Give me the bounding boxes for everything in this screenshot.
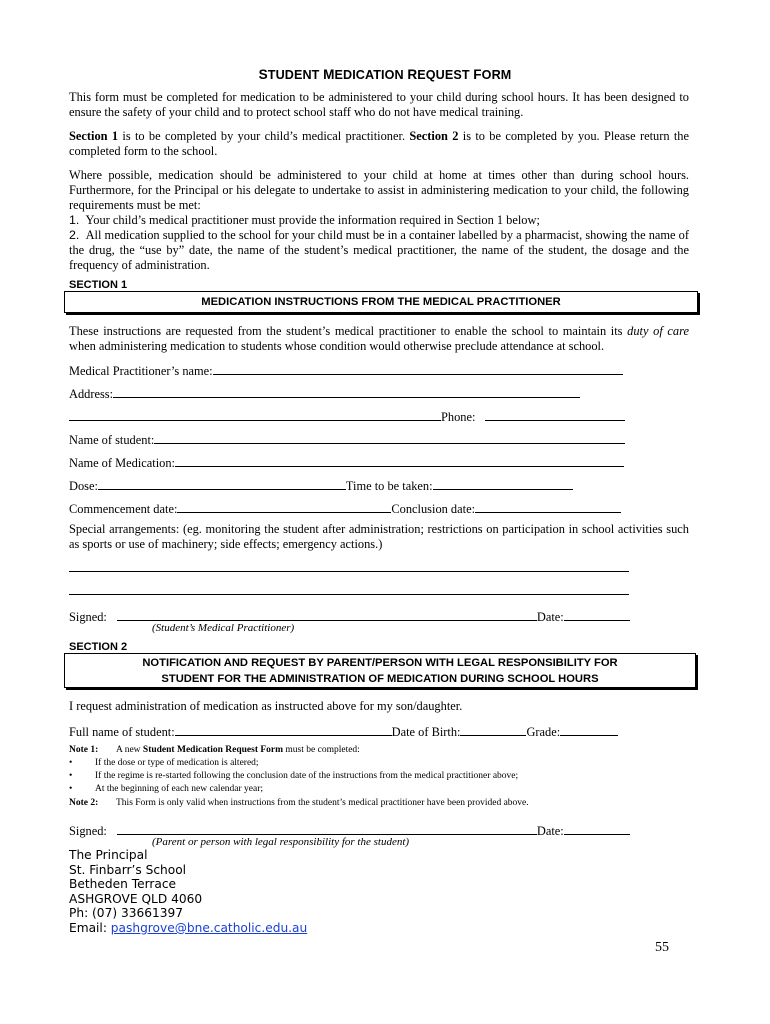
conclusion-date-line[interactable] (475, 499, 621, 513)
student-name-line[interactable] (154, 430, 625, 444)
practitioner-signature-row[interactable]: Signed: Date: (69, 607, 630, 625)
school-address: The Principal St. Finbarr’s School Betheden Terrace ASHGROVE QLD 4060 Ph: (07) 33661397 Email: pashgrove@bne.catholic.edu.au (69, 848, 308, 935)
intro-paragraph: This form must be completed for medication to be administered to your child during school hours. It has been designed to ensure the safety of your child and to protect school staff who do not have medical training. (69, 90, 689, 119)
parent-signature-line[interactable] (117, 821, 537, 835)
practitioner-signature-line[interactable] (117, 607, 537, 621)
section-1-intro: These instructions are requested from the student’s medical practitioner to enable the school to maintain its duty of care when administering medication to students whose condition would otherwise preclude attendance at school. (69, 324, 689, 353)
requirements-paragraph (69, 168, 689, 273)
time-line[interactable] (433, 476, 573, 490)
full-name-line[interactable] (175, 722, 392, 736)
email-link[interactable]: pashgrove@bne.catholic.edu.au (110, 920, 308, 935)
requirement-item-2: 2. All medication supplied to the school for your child must be in a container labelled by a pharmacist, showing the name of the drug, the “use by” date, the name of the student’s medical practitioner, the name of the student, the dosage and the frequency of administration. (69, 228, 689, 272)
commencement-date-line[interactable] (177, 499, 391, 513)
page-number: 55 (655, 940, 669, 955)
note-2: Note 2: This Form is only valid when instructions from the student’s medical practitioner have been provided above. (69, 798, 529, 808)
address-field[interactable]: Address: (69, 384, 580, 402)
special-arrangements-text: Special arrangements: (eg. monitoring the student after administration; restrictions on participation in school activities such as sports or use of machinery; side effects; emergency actions.) (69, 522, 689, 551)
form-title: STUDENT MEDICATION REQUEST FORM (258, 67, 512, 82)
note-bullet: • If the dose or type of medication is altered; (69, 758, 259, 768)
address-line-2[interactable] (69, 407, 441, 421)
special-arrangements-line-1[interactable] (69, 571, 629, 572)
where-possible-text: Where possible, medication should be administered to your child at home at times other than during school hours. Furthermore, for the Principal or his delegate to undertake to assist in administering medication to your child, the following requirements must be met: (69, 168, 689, 212)
dose-time-row[interactable]: Dose: Time to be taken: (69, 476, 573, 494)
practitioner-name-line[interactable] (213, 361, 623, 375)
practitioner-signer-caption: (Student’s Medical Practitioner) (152, 622, 295, 634)
medication-name-line[interactable] (175, 453, 624, 467)
address-phone-row[interactable]: Phone: (69, 407, 625, 425)
dose-line[interactable] (98, 476, 346, 490)
address-line[interactable] (113, 384, 580, 398)
parent-date-line[interactable] (564, 821, 630, 835)
parent-signature-row[interactable]: Signed: Date: (69, 821, 630, 839)
dates-row[interactable]: Commencement date: Conclusion date: (69, 499, 621, 517)
note-1: Note 1: A new Student Medication Request Form must be completed: • If the dose or type of medication is altered; • If the regime is re-started following the conclusion date of the instructions from the medical practitioner above; • At the beginning of each new calendar year; (69, 744, 689, 796)
phone-line[interactable] (485, 407, 625, 421)
note-bullet: • At the beginning of each new calendar year; (69, 784, 264, 794)
practitioner-date-line[interactable] (564, 607, 630, 621)
grade-line[interactable] (560, 722, 618, 736)
requirement-item-1: 1. Your child’s medical practitioner must provide the information required in Section 1 below; (69, 213, 540, 227)
request-text: I request administration of medication as instructed above for my son/daughter. (69, 699, 463, 713)
student-details-row[interactable]: Full name of student: Date of Birth: Grade: (69, 722, 618, 740)
sections-paragraph: Section 1 is to be completed by your child’s medical practitioner. Section 2 is to be completed by you. Please return the completed form to the school. (69, 129, 689, 158)
section-1-heading: MEDICATION INSTRUCTIONS FROM THE MEDICAL PRACTITIONER (64, 291, 698, 313)
special-arrangements-line-2[interactable] (69, 594, 629, 595)
medication-name-field[interactable]: Name of Medication: (69, 453, 624, 471)
section-2-heading: NOTIFICATION AND REQUEST BY PARENT/PERSON WITH LEGAL RESPONSIBILITY FOR STUDENT FOR THE ADMINISTRATION OF MEDICATION DURING SCHOOL HOURS (64, 653, 696, 688)
section-1-label: SECTION 1 (69, 279, 128, 291)
dob-line[interactable] (460, 722, 526, 736)
practitioner-name-field[interactable]: Medical Practitioner’s name: (69, 361, 623, 379)
note-bullet: • If the regime is re-started following the conclusion date of the instructions from the medical practitioner above; (69, 771, 519, 781)
section-2-label: SECTION 2 (69, 641, 128, 653)
parent-signer-caption: (Parent or person with legal responsibility for the student) (152, 836, 410, 848)
student-name-field[interactable]: Name of student: (69, 430, 625, 448)
